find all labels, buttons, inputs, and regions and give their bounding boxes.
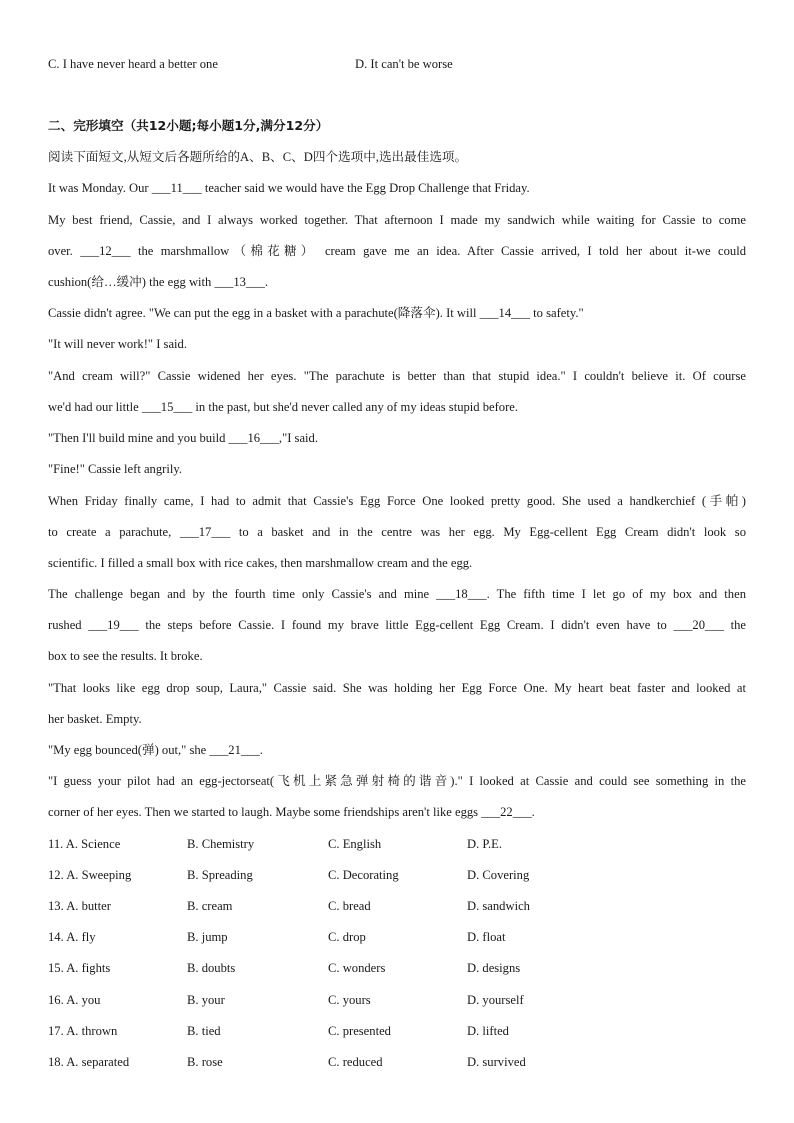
question-row (48, 866, 746, 884)
option-a: 15. A. fights (48, 961, 111, 975)
option-a: 16. A. you (48, 993, 101, 1007)
previous-option-d: D. It can't be worse (355, 57, 453, 71)
option-d: D. designs (467, 961, 521, 975)
passage-line: corner of her eyes. Then we started to laugh. Maybe some friendships aren't like eggs ___22___. (48, 805, 535, 819)
passage-line: "That looks like egg drop soup, Laura," Cassie said. She was holding her Egg Force One. My heart beat faster and looked at (48, 681, 746, 695)
option-b: B. tied (187, 1024, 221, 1038)
question-row (48, 835, 746, 853)
option-d: D. Covering (467, 868, 530, 882)
option-c: C. reduced (328, 1055, 383, 1069)
passage-line: It was Monday. Our ___11___ teacher said we would have the Egg Drop Challenge that Friday. (48, 181, 530, 195)
passage-line: "It will never work!" I said. (48, 337, 187, 351)
option-a: 12. A. Sweeping (48, 868, 132, 882)
question-row (48, 959, 746, 977)
question-row (48, 928, 746, 946)
section-heading: 二、完形填空（共12小题;每小题1分,满分12分） (48, 118, 329, 133)
option-d: D. sandwich (467, 899, 530, 913)
option-d: D. float (467, 930, 506, 944)
passage-line: "And cream will?" Cassie widened her eyes. "The parachute is better than that stupid idea." I couldn't believe it. Of course (48, 369, 746, 383)
passage-line: "Fine!" Cassie left angrily. (48, 462, 182, 476)
section-instruction: 阅读下面短文,从短文后各题所给的A、B、C、D四个选项中,选出最佳选项。 (48, 150, 468, 164)
passage-line: "My egg bounced(弹) out," she ___21___. (48, 743, 263, 757)
option-d: D. lifted (467, 1024, 509, 1038)
option-c: C. wonders (328, 961, 386, 975)
option-c: C. presented (328, 1024, 391, 1038)
option-b: B. Chemistry (187, 837, 255, 851)
option-d: D. survived (467, 1055, 526, 1069)
passage-line: box to see the results. It broke. (48, 649, 203, 663)
passage-line: "I guess your pilot had an egg-jectorseat(飞机上紧急弹射椅的谐音)." I looked at Cassie and could see something in the (48, 774, 746, 788)
option-b: B. rose (187, 1055, 223, 1069)
option-d: D. P.E. (467, 837, 502, 851)
passage-line: "Then I'll build mine and you build ___16___,"I said. (48, 431, 318, 445)
question-row (48, 1022, 746, 1040)
passage-line: When Friday finally came, I had to admit that Cassie's Egg Force One looked pretty good. She used a handkerchief (手帕) (48, 494, 746, 508)
option-c: C. Decorating (328, 868, 399, 882)
option-a: 17. A. thrown (48, 1024, 118, 1038)
option-b: B. Spreading (187, 868, 253, 882)
option-a: 13. A. butter (48, 899, 111, 913)
option-c: C. bread (328, 899, 371, 913)
previous-option-c: C. I have never heard a better one (48, 57, 218, 71)
option-c: C. drop (328, 930, 366, 944)
option-b: B. jump (187, 930, 228, 944)
option-d: D. yourself (467, 993, 524, 1007)
option-a: 14. A. fly (48, 930, 96, 944)
question-row (48, 897, 746, 915)
question-row (48, 1053, 746, 1071)
passage-line: The challenge began and by the fourth time only Cassie's and mine ___18___. The fifth time I let go of my box and then (48, 587, 746, 601)
passage-line: rushed ___19___ the steps before Cassie. I found my brave little Egg-cellent Egg Cream. I didn't even have to ___20___ the (48, 618, 746, 632)
option-b: B. your (187, 993, 225, 1007)
option-c: C. yours (328, 993, 371, 1007)
passage-line: Cassie didn't agree. "We can put the egg in a basket with a parachute(降落伞). It will ___14___ to safety." (48, 306, 584, 320)
option-b: B. cream (187, 899, 233, 913)
passage-line: over. ___12___ the marshmallow（棉花糖） cream gave me an idea. After Cassie arrived, I told her about it-we could (48, 244, 746, 258)
passage-line: My best friend, Cassie, and I always worked together. That afternoon I made my sandwich while waiting for Cassie to come (48, 213, 746, 227)
passage-line: we'd had our little ___15___ in the past, but she'd never called any of my ideas stupid before. (48, 400, 519, 414)
passage-line: scientific. I filled a small box with rice cakes, then marshmallow cream and the egg. (48, 556, 473, 570)
option-c: C. English (328, 837, 382, 851)
question-row (48, 991, 746, 1009)
passage-line: cushion(给…缓冲) the egg with ___13___. (48, 275, 269, 289)
passage-line: her basket. Empty. (48, 712, 142, 726)
option-a: 11. A. Science (48, 837, 121, 851)
passage-line: to create a parachute, ___17___ to a basket and in the centre was her egg. My Egg-cellent Egg Cream didn't look so (48, 525, 746, 539)
option-a: 18. A. separated (48, 1055, 130, 1069)
option-b: B. doubts (187, 961, 236, 975)
